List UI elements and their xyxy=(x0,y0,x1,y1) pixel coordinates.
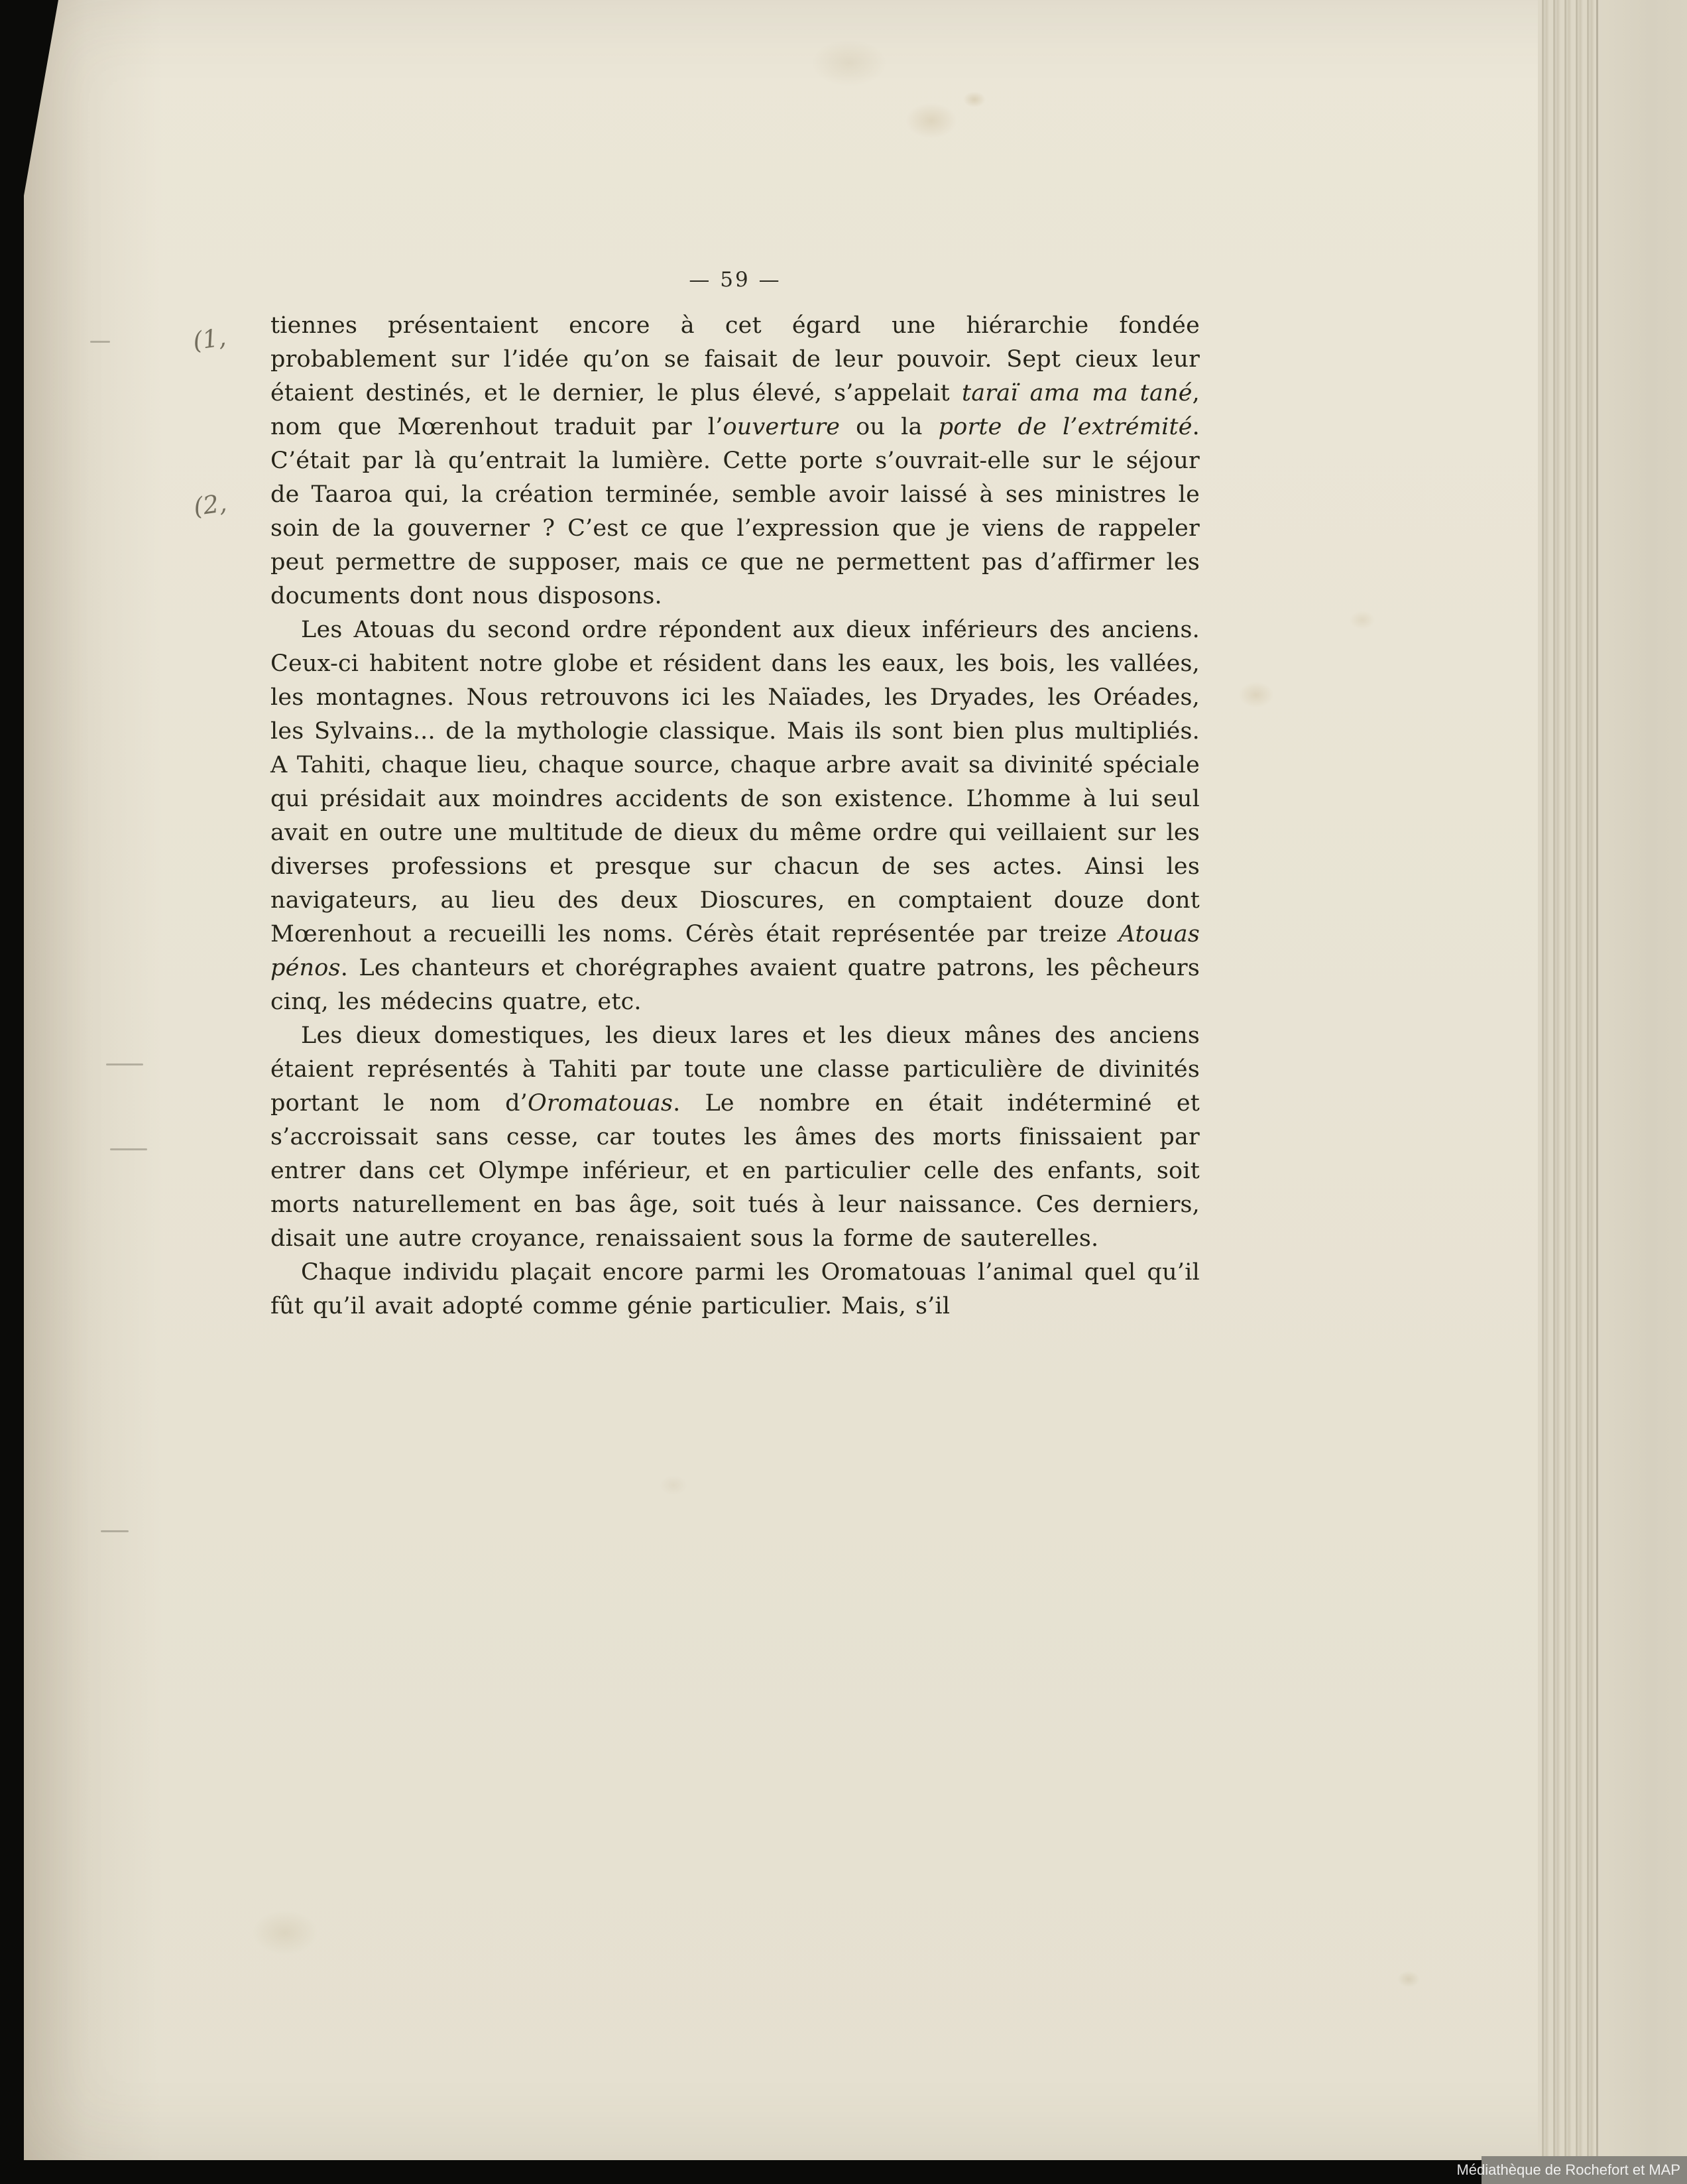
italic-term: porte de l’extrémité xyxy=(938,414,1193,440)
text-segment: Les Atouas du second ordre répondent aux dieux inférieurs des anciens. Ceux-ci habitent notre globe et résident dans les eaux, les bois, les vallées, les montagnes. Nous retrouvons ici les Naïades, les Dryades, les Oréades, les Sylvains... de la mythologie classique. Mais ils sont bien plus multipliés. A Tahiti, chaque lieu, chaque source, chaque arbre avait sa divinité spéciale qui présidait aux moindres accidents de son existence. L’homme à lui seul avait en outre une multitude de dieux du même ordre qui veillaient sur les diverses professions et presque sur chacun de ses actes. Ainsi les navigateurs, au lieu des deux Dioscures, en comptaient douze dont Mœrenhout a recueilli les noms. Cérès était représentée par treize xyxy=(270,617,1200,947)
italic-term: Oromatouas xyxy=(528,1090,673,1117)
text-segment: . Le nombre en était indéterminé et s’accroissait sans cesse, car toutes les âmes des morts finissaient par entrer dans cet Olympe inférieur, et en particulier celle des enfants, soit morts naturellement en bas âge, soit tués à leur naissance. Ces derniers, disait une autre croyance, renaissaient sous la forme de sauterelles. xyxy=(270,1090,1200,1252)
library-watermark: Médiathèque de Rochefort et MAP xyxy=(1456,2161,1680,2178)
pencil-mark xyxy=(106,1063,143,1065)
paragraph-1 xyxy=(270,309,1200,613)
handwritten-note-2: (2, xyxy=(192,488,229,522)
underlying-pages-edge xyxy=(1596,0,1687,2160)
text-segment: . Les chanteurs et chorégraphes avaient quatre patrons, les pêcheurs cinq, les médecins quatre, etc. xyxy=(270,955,1200,1015)
page-text xyxy=(270,309,1200,1323)
book-page xyxy=(24,0,1687,2160)
text-segment: Les dieux domestiques, les dieux lares et les dieux mânes des anciens étaient représentés à Tahiti par toute une classe particulière de divinités portant le nom d’ xyxy=(270,1022,1200,1117)
handwritten-note-1: (1, xyxy=(191,322,228,356)
italic-term: taraï ama ma tané xyxy=(961,380,1193,406)
text-segment: . C’était par là qu’entrait la lumière. Cette porte s’ouvrait-elle sur le séjour de Taaroa qui, la création terminée, semble avoir laissé à ses ministres le soin de la gouverner ? C’est ce que l’expression que je viens de rappeler peut permettre de supposer, mais ce que ne permettent pas d’affirmer les documents dont nous disposons. xyxy=(270,414,1200,609)
paragraph-2 xyxy=(270,613,1200,1019)
italic-term: Atouas pénos xyxy=(270,921,1200,981)
italic-term: ouverture xyxy=(723,414,841,440)
pencil-mark xyxy=(110,1148,147,1150)
pencil-mark xyxy=(90,341,110,343)
page-number: — 59 — xyxy=(689,268,782,292)
text-segment: , nom que Mœrenhout traduit par l’ xyxy=(270,380,1200,440)
text-segment: Chaque individu plaçait encore parmi les Oromatouas l’animal quel qu’il fût qu’il avait adopté comme génie particulier. Mais, s’il xyxy=(270,1259,1200,1319)
text-segment: ou la xyxy=(840,414,939,440)
paragraph-3 xyxy=(270,1019,1200,1256)
page-fore-edges xyxy=(1538,0,1596,2160)
scan-corner-shadow xyxy=(24,0,58,196)
text-segment: tiennes présentaient encore à cet égard une hiérarchie fondée probablement sur l’idée qu’on se faisait de leur pouvoir. Sept cieux leur étaient destinés, et le dernier, le plus élevé, s’appelait xyxy=(270,312,1200,406)
watermark-area xyxy=(1456,2156,1687,2184)
paragraph-4 xyxy=(270,1256,1200,1323)
pencil-mark xyxy=(101,1530,129,1532)
scanner-background-bottom xyxy=(0,2160,1687,2184)
